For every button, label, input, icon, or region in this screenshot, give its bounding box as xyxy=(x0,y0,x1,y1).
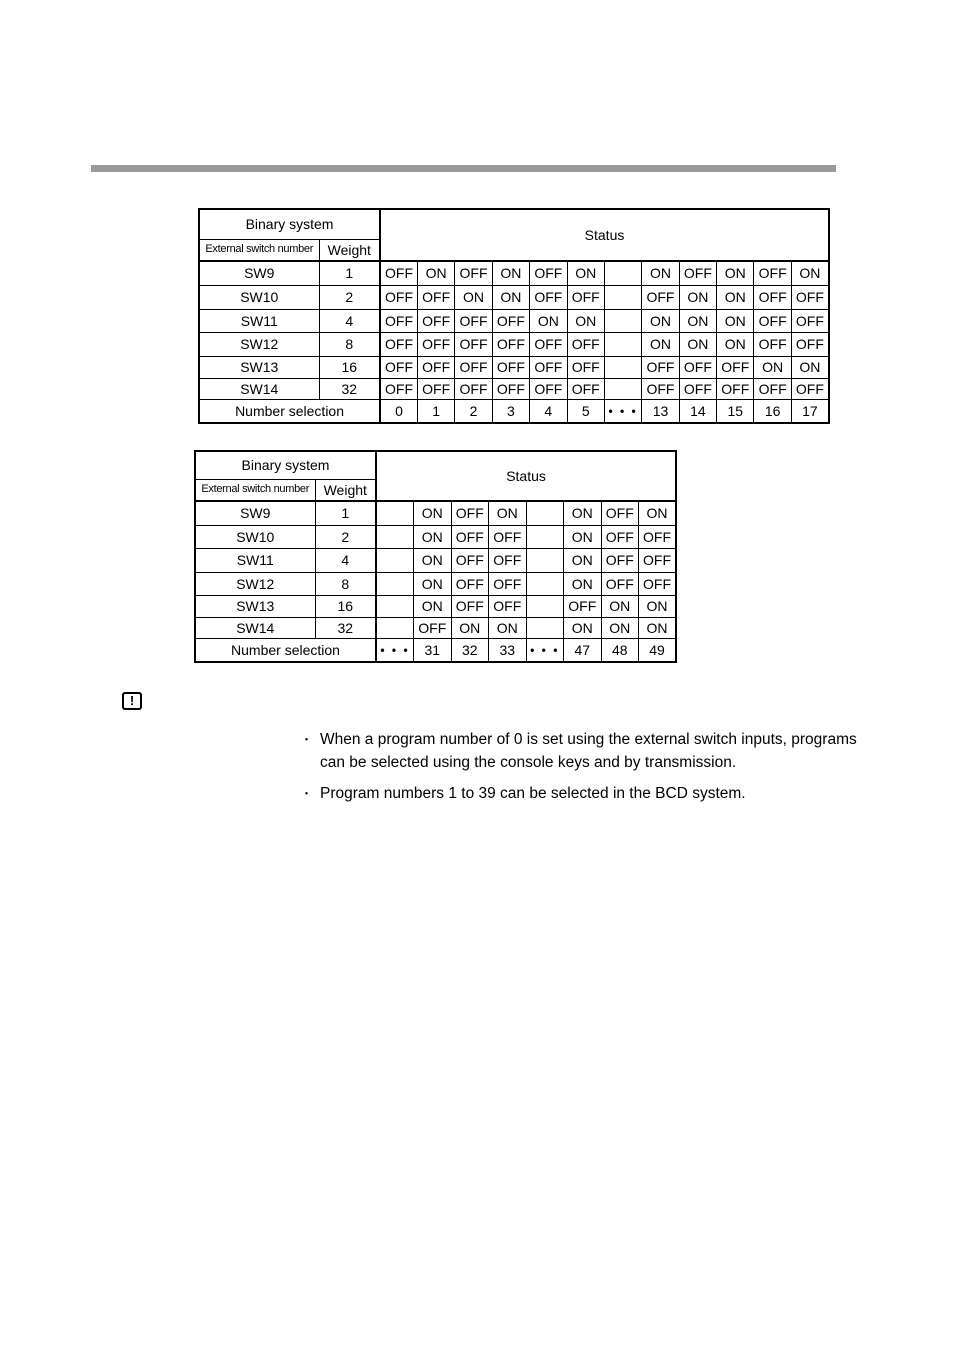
status-cell xyxy=(526,501,564,525)
external-switch-number-header: External switch number xyxy=(195,479,315,501)
status-cell: ON xyxy=(414,572,452,595)
status-cell: OFF xyxy=(380,378,417,399)
number-selection-cell: 32 xyxy=(451,638,489,662)
status-cell: OFF xyxy=(791,285,829,309)
weight-cell: 1 xyxy=(319,261,380,285)
table-row xyxy=(199,309,829,332)
table-row xyxy=(195,617,676,638)
table-row xyxy=(195,548,676,572)
status-cell: ON xyxy=(414,548,452,572)
status-cell xyxy=(376,595,414,617)
status-cell: ON xyxy=(489,501,527,525)
status-cell xyxy=(604,285,641,309)
number-selection-cell: 16 xyxy=(754,399,791,423)
status-cell: OFF xyxy=(530,378,567,399)
weight-cell: 32 xyxy=(319,378,380,399)
status-cell: OFF xyxy=(601,548,639,572)
number-selection-cell: 1 xyxy=(417,399,454,423)
status-cell: ON xyxy=(639,595,677,617)
status-cell xyxy=(376,572,414,595)
table-row xyxy=(199,285,829,309)
status-cell xyxy=(604,356,641,378)
switch-name-cell: SW11 xyxy=(199,309,319,332)
switch-name-cell: SW9 xyxy=(199,261,319,285)
status-cell: OFF xyxy=(380,261,417,285)
status-cell: ON xyxy=(492,261,529,285)
status-cell xyxy=(604,309,641,332)
status-cell xyxy=(604,261,641,285)
status-cell: OFF xyxy=(754,332,791,356)
weight-cell: 2 xyxy=(315,525,376,548)
status-cell: OFF xyxy=(451,595,489,617)
status-cell: OFF xyxy=(455,309,492,332)
number-selection-row xyxy=(195,638,676,662)
status-cell: OFF xyxy=(567,332,604,356)
status-cell: OFF xyxy=(451,525,489,548)
status-cell: ON xyxy=(717,332,754,356)
number-selection-cell: • • • xyxy=(376,638,414,662)
status-cell: OFF xyxy=(455,378,492,399)
status-cell: OFF xyxy=(530,261,567,285)
status-cell: OFF xyxy=(642,285,679,309)
switch-name-cell: SW12 xyxy=(195,572,315,595)
table-row xyxy=(195,595,676,617)
number-selection-cell: 13 xyxy=(642,399,679,423)
status-cell: ON xyxy=(564,572,602,595)
status-cell: ON xyxy=(791,261,829,285)
status-cell: OFF xyxy=(489,548,527,572)
status-cell xyxy=(604,332,641,356)
status-cell: ON xyxy=(639,501,677,525)
status-cell: OFF xyxy=(492,332,529,356)
switch-name-cell: SW14 xyxy=(195,617,315,638)
status-cell: OFF xyxy=(754,261,791,285)
status-cell: ON xyxy=(642,332,679,356)
status-cell: ON xyxy=(642,309,679,332)
status-cell: ON xyxy=(414,501,452,525)
status-cell: OFF xyxy=(492,356,529,378)
table-row xyxy=(199,332,829,356)
number-selection-cell: 15 xyxy=(717,399,754,423)
status-cell: ON xyxy=(679,332,716,356)
switch-name-cell: SW14 xyxy=(199,378,319,399)
number-selection-cell: 31 xyxy=(414,638,452,662)
status-cell xyxy=(526,548,564,572)
status-cell xyxy=(526,525,564,548)
switch-name-cell: SW10 xyxy=(199,285,319,309)
status-cell: ON xyxy=(455,285,492,309)
status-cell: ON xyxy=(414,525,452,548)
binary-system-header: Binary system xyxy=(195,451,376,479)
status-cell xyxy=(526,572,564,595)
status-cell: ON xyxy=(679,309,716,332)
status-cell: OFF xyxy=(455,356,492,378)
weight-cell: 1 xyxy=(315,501,376,525)
weight-cell: 4 xyxy=(319,309,380,332)
status-cell: OFF xyxy=(754,309,791,332)
status-cell: OFF xyxy=(642,356,679,378)
status-cell xyxy=(526,595,564,617)
status-cell: OFF xyxy=(451,548,489,572)
status-cell xyxy=(376,548,414,572)
number-selection-cell: 0 xyxy=(380,399,417,423)
status-cell: OFF xyxy=(679,356,716,378)
status-cell: OFF xyxy=(642,378,679,399)
weight-cell: 32 xyxy=(315,617,376,638)
status-cell: OFF xyxy=(417,378,454,399)
status-cell: OFF xyxy=(380,356,417,378)
number-selection-label: Number selection xyxy=(199,399,380,423)
binary-table-1 xyxy=(198,208,830,424)
status-cell: OFF xyxy=(601,572,639,595)
status-cell: ON xyxy=(639,617,677,638)
number-selection-row xyxy=(199,399,829,423)
number-selection-cell: • • • xyxy=(604,399,641,423)
status-cell: ON xyxy=(492,285,529,309)
status-cell: ON xyxy=(414,595,452,617)
number-selection-cell: 33 xyxy=(489,638,527,662)
status-cell: ON xyxy=(679,285,716,309)
status-cell: ON xyxy=(791,356,829,378)
bullet: ・ xyxy=(300,732,314,747)
status-cell: OFF xyxy=(567,356,604,378)
status-cell xyxy=(526,617,564,638)
external-switch-number-header: External switch number xyxy=(199,239,319,261)
switch-name-cell: SW9 xyxy=(195,501,315,525)
status-cell: OFF xyxy=(489,595,527,617)
weight-cell: 4 xyxy=(315,548,376,572)
status-cell xyxy=(604,378,641,399)
status-cell: OFF xyxy=(530,332,567,356)
status-cell: OFF xyxy=(791,378,829,399)
number-selection-cell: 47 xyxy=(564,638,602,662)
weight-header: Weight xyxy=(319,239,380,261)
status-cell: ON xyxy=(451,617,489,638)
status-cell: ON xyxy=(642,261,679,285)
status-cell: ON xyxy=(567,309,604,332)
status-cell: OFF xyxy=(455,261,492,285)
switch-name-cell: SW12 xyxy=(199,332,319,356)
status-cell: OFF xyxy=(717,378,754,399)
status-cell: ON xyxy=(567,261,604,285)
weight-cell: 8 xyxy=(315,572,376,595)
number-selection-cell: • • • xyxy=(526,638,564,662)
status-header: Status xyxy=(380,209,829,261)
status-cell: OFF xyxy=(489,572,527,595)
switch-name-cell: SW13 xyxy=(195,595,315,617)
status-cell: ON xyxy=(564,525,602,548)
table-row xyxy=(199,378,829,399)
table-row xyxy=(199,261,829,285)
status-cell: ON xyxy=(754,356,791,378)
status-cell: ON xyxy=(601,595,639,617)
table-row xyxy=(199,356,829,378)
status-cell: OFF xyxy=(567,285,604,309)
status-cell: OFF xyxy=(380,285,417,309)
status-cell: OFF xyxy=(451,501,489,525)
weight-cell: 2 xyxy=(319,285,380,309)
status-cell: OFF xyxy=(455,332,492,356)
status-cell: OFF xyxy=(414,617,452,638)
status-cell: ON xyxy=(601,617,639,638)
status-cell: OFF xyxy=(492,309,529,332)
status-cell: OFF xyxy=(601,525,639,548)
number-selection-cell: 14 xyxy=(679,399,716,423)
status-cell: OFF xyxy=(639,572,677,595)
status-cell: OFF xyxy=(530,285,567,309)
status-cell xyxy=(376,617,414,638)
weight-header: Weight xyxy=(315,479,376,501)
number-selection-cell: 49 xyxy=(639,638,677,662)
status-cell: OFF xyxy=(380,309,417,332)
table-row xyxy=(195,525,676,548)
status-cell: OFF xyxy=(417,332,454,356)
note-text: Program numbers 1 to 39 can be selected in the BCD system. xyxy=(320,785,746,802)
table-row xyxy=(195,572,676,595)
status-cell: ON xyxy=(489,617,527,638)
status-cell xyxy=(376,525,414,548)
status-cell: OFF xyxy=(754,285,791,309)
status-cell: OFF xyxy=(791,309,829,332)
status-cell: OFF xyxy=(451,572,489,595)
switch-name-cell: SW13 xyxy=(199,356,319,378)
status-cell: OFF xyxy=(417,285,454,309)
status-cell: OFF xyxy=(639,525,677,548)
status-cell: ON xyxy=(417,261,454,285)
status-cell: OFF xyxy=(489,525,527,548)
number-selection-cell: 3 xyxy=(492,399,529,423)
bullet: ・ xyxy=(300,786,314,801)
binary-table-2 xyxy=(194,450,677,663)
status-cell: ON xyxy=(717,309,754,332)
weight-cell: 16 xyxy=(315,595,376,617)
caution-icon: ! xyxy=(122,692,142,710)
status-cell: OFF xyxy=(754,378,791,399)
status-cell: OFF xyxy=(791,332,829,356)
status-cell: OFF xyxy=(492,378,529,399)
status-cell: ON xyxy=(564,501,602,525)
note-text: When a program number of 0 is set using the external switch inputs, programs can be selected using the console keys and by transmission. xyxy=(320,731,857,771)
status-cell: OFF xyxy=(417,309,454,332)
status-cell: OFF xyxy=(380,332,417,356)
status-cell: OFF xyxy=(679,261,716,285)
note-item xyxy=(300,782,860,805)
status-cell: ON xyxy=(564,617,602,638)
switch-name-cell: SW10 xyxy=(195,525,315,548)
status-cell: OFF xyxy=(679,378,716,399)
status-cell: OFF xyxy=(639,548,677,572)
status-cell xyxy=(376,501,414,525)
status-cell: ON xyxy=(717,261,754,285)
number-selection-cell: 17 xyxy=(791,399,829,423)
status-cell: ON xyxy=(564,548,602,572)
status-cell: OFF xyxy=(601,501,639,525)
note-item xyxy=(300,728,860,774)
status-cell: OFF xyxy=(417,356,454,378)
binary-system-header: Binary system xyxy=(199,209,380,239)
status-cell: OFF xyxy=(530,356,567,378)
weight-cell: 8 xyxy=(319,332,380,356)
status-header: Status xyxy=(376,451,676,501)
status-cell: ON xyxy=(717,285,754,309)
status-cell: OFF xyxy=(564,595,602,617)
number-selection-label: Number selection xyxy=(195,638,376,662)
number-selection-cell: 2 xyxy=(455,399,492,423)
status-cell: OFF xyxy=(717,356,754,378)
status-cell: ON xyxy=(530,309,567,332)
status-cell: OFF xyxy=(567,378,604,399)
number-selection-cell: 48 xyxy=(601,638,639,662)
section-header-bar xyxy=(91,165,836,172)
number-selection-cell: 5 xyxy=(567,399,604,423)
switch-name-cell: SW11 xyxy=(195,548,315,572)
table-row xyxy=(195,501,676,525)
number-selection-cell: 4 xyxy=(530,399,567,423)
weight-cell: 16 xyxy=(319,356,380,378)
notes-list xyxy=(300,728,860,813)
